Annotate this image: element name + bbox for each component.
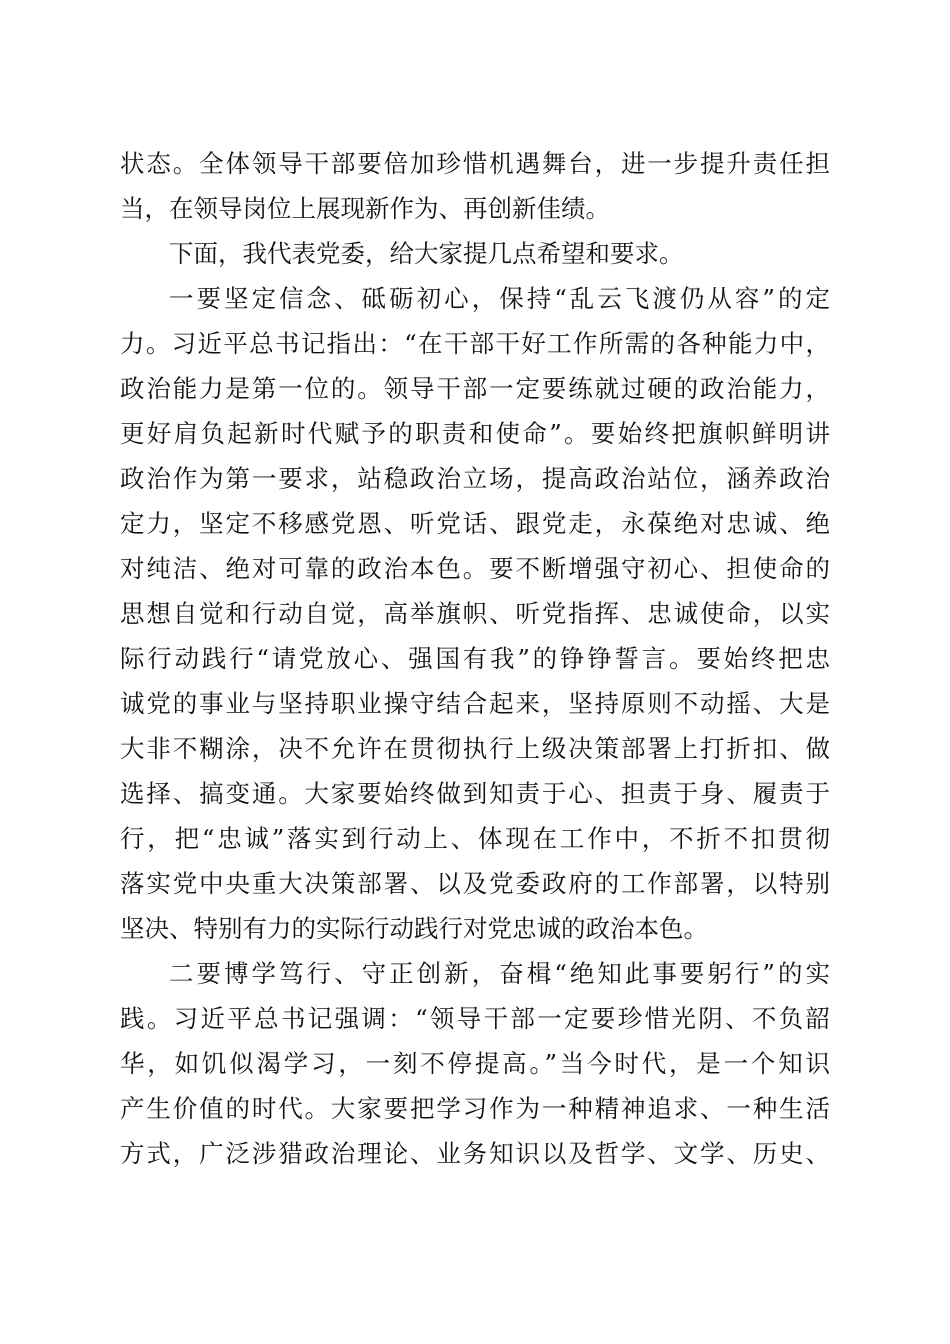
paragraph-first-line: 二要博学笃行、守正创新，奋楫“绝知此事要躬行”的实 [169,959,830,988]
text-line: 诚党的事业与坚持职业操守结合起来，坚持原则不动摇、大是 [120,689,830,718]
text-line: 力。习近平总书记指出：“在干部干好工作所需的各种能力中， [120,329,830,358]
text-line: 选择、搞变通。大家要始终做到知责于心、担责于身、履责于 [120,779,830,808]
text-line: 华，如饥似渴学习，一刻不停提高。”当今时代，是一个知识 [120,1049,830,1078]
text-line: 方式，广泛涉猎政治理论、业务知识以及哲学、文学、历史、 [120,1139,830,1168]
text-line: 产生价值的时代。大家要把学习作为一种精神追求、一种生活 [120,1094,830,1123]
text-line: 思想自觉和行动自觉，高举旗帜、听党指挥、忠诚使命，以实 [120,599,830,628]
text-line: 大非不糊涂，决不允许在贯彻执行上级决策部署上打折扣、做 [120,734,830,763]
body-text [120,141,830,1176]
text-line: 状态。全体领导干部要倍加珍惜机遇舞台，进一步提升责任担 [120,149,830,178]
text-line: 落实党中央重大决策部署、以及党委政府的工作部署，以特别 [120,869,830,898]
paragraph-first-line: 下面，我代表党委，给大家提几点希望和要求。 [169,239,684,268]
paragraph-first-line: 一要坚定信念、砥砺初心，保持“乱云飞渡仍从容”的定 [169,284,830,313]
text-line: 政治能力是第一位的。领导干部一定要练就过硬的政治能力， [120,374,830,403]
text-line: 当，在领导岗位上展现新作为、再创新佳绩。 [120,194,610,223]
text-line: 更好肩负起新时代赋予的职责和使命”。要始终把旗帜鲜明讲 [120,419,830,448]
text-line: 定力，坚定不移感党恩、听党话、跟党走，永葆绝对忠诚、绝 [120,509,830,538]
text-line: 行，把“忠诚”落实到行动上、体现在工作中，不折不扣贯彻 [120,824,830,853]
text-line: 坚决、特别有力的实际行动践行对党忠诚的政治本色。 [120,914,708,943]
text-line: 对纯洁、绝对可靠的政治本色。要不断增强守初心、担使命的 [120,554,830,583]
text-line: 政治作为第一要求，站稳政治立场，提高政治站位，涵养政治 [120,464,830,493]
text-line: 际行动践行“请党放心、强国有我”的铮铮誓言。要始终把忠 [120,644,830,673]
text-line: 践。习近平总书记强调：“领导干部一定要珍惜光阴、不负韶 [120,1004,830,1033]
